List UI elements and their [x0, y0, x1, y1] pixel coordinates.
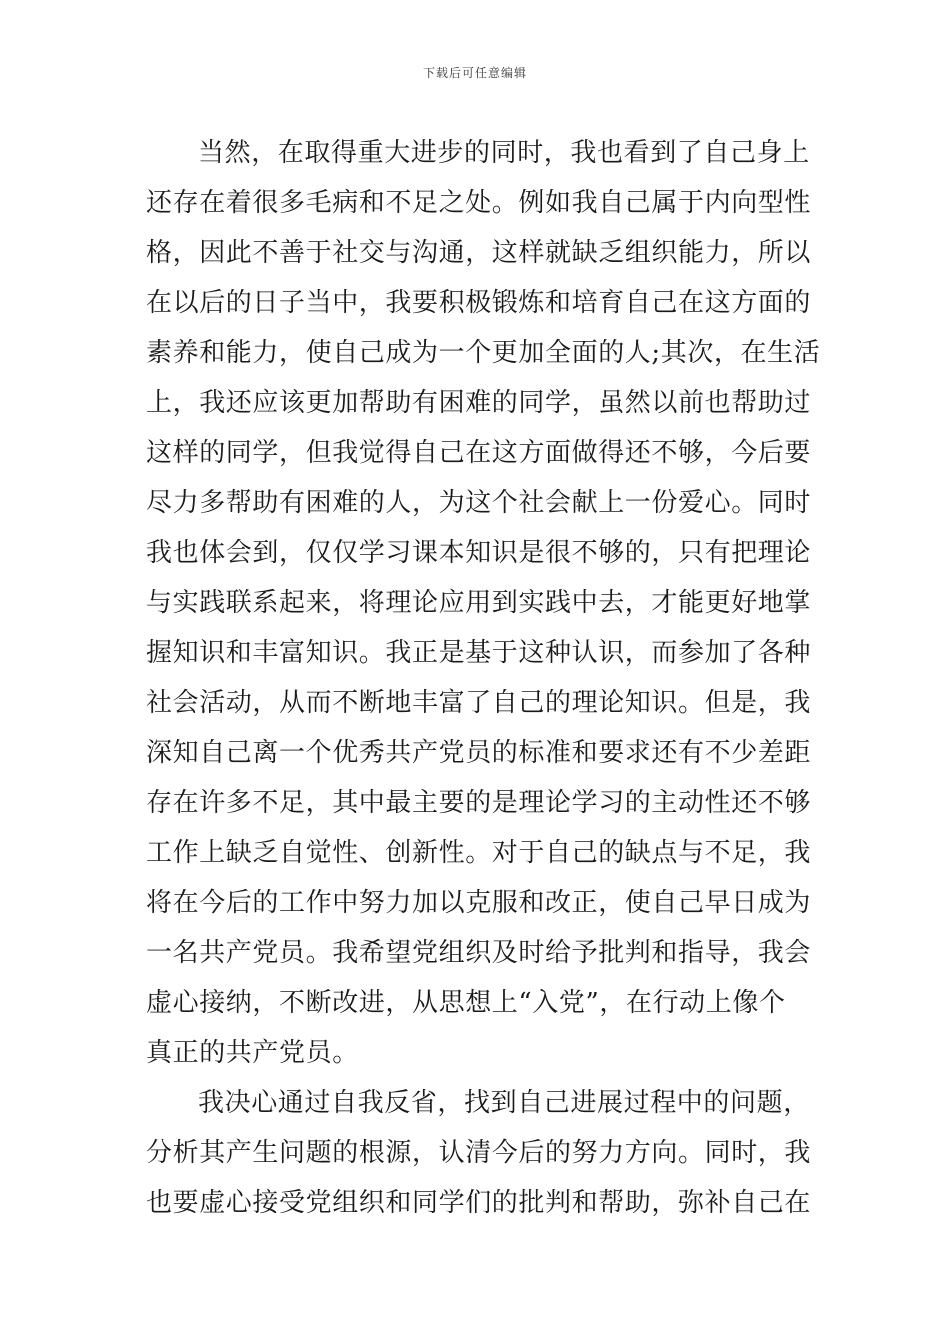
paragraph-1-line: 工作上缺乏自觉性、创新性。对于自己的缺点与不足，我 — [146, 838, 812, 868]
paragraph-1-line: 社会活动，从而不断地丰富了自己的理论知识。但是，我 — [146, 688, 812, 718]
paragraph-1-line: 真正的共产党员。 — [146, 1038, 359, 1068]
paragraph-1-line: 在以后的日子当中，我要积极锻炼和培育自己在这方面的 — [146, 288, 812, 318]
paragraph-1-line: 虚心接纳，不断改进，从思想上“入党”，在行动上像个 — [146, 988, 786, 1018]
paragraph-1-line: 尽力多帮助有困难的人，为这个社会献上一份爱心。同时 — [146, 488, 812, 518]
paragraph-1-line: 与实践联系起来，将理论应用到实践中去，才能更好地掌 — [146, 588, 812, 618]
paragraph-1-line: 我也体会到，仅仅学习课本知识是很不够的，只有把理论 — [146, 538, 812, 568]
paragraph-1-line: 当然，在取得重大进步的同时，我也看到了自己身上 — [198, 138, 810, 168]
paragraph-1-line: 存在许多不足，其中最主要的是理论学习的主动性还不够 — [146, 788, 812, 818]
paragraph-1-line: 握知识和丰富知识。我正是基于这种认识，而参加了各种 — [146, 638, 812, 668]
paragraph-2-line: 我决心通过自我反省，找到自己进展过程中的问题， — [198, 1088, 810, 1118]
paragraph-1-line: 素养和能力，使自己成为一个更加全面的人;其次，在生活 — [146, 338, 821, 368]
paragraph-1-line: 格，因此不善于社交与沟通，这样就缺乏组织能力，所以 — [146, 238, 812, 268]
paragraph-2-line: 也要虚心接受党组织和同学们的批判和帮助，弥补自己在 — [146, 1188, 812, 1218]
paragraph-1-line: 一名共产党员。我希望党组织及时给予批判和指导，我会 — [146, 938, 812, 968]
header-note: 下载后可任意编辑 — [422, 66, 527, 80]
paragraph-2-line: 分析其产生问题的根源，认清今后的努力方向。同时，我 — [146, 1138, 812, 1168]
paragraph-1-line: 将在今后的工作中努力加以克服和改正，使自己早日成为 — [146, 888, 812, 918]
paragraph-1-line: 这样的同学，但我觉得自己在这方面做得还不够，今后要 — [146, 438, 812, 468]
paragraph-1-line: 深知自己离一个优秀共产党员的标准和要求还有不少差距 — [146, 738, 812, 768]
paragraph-1-line: 上，我还应该更加帮助有困难的同学，虽然以前也帮助过 — [146, 388, 812, 418]
body-text — [146, 128, 821, 1228]
paragraph-1-line: 还存在着很多毛病和不足之处。例如我自己属于内向型性 — [146, 188, 812, 218]
